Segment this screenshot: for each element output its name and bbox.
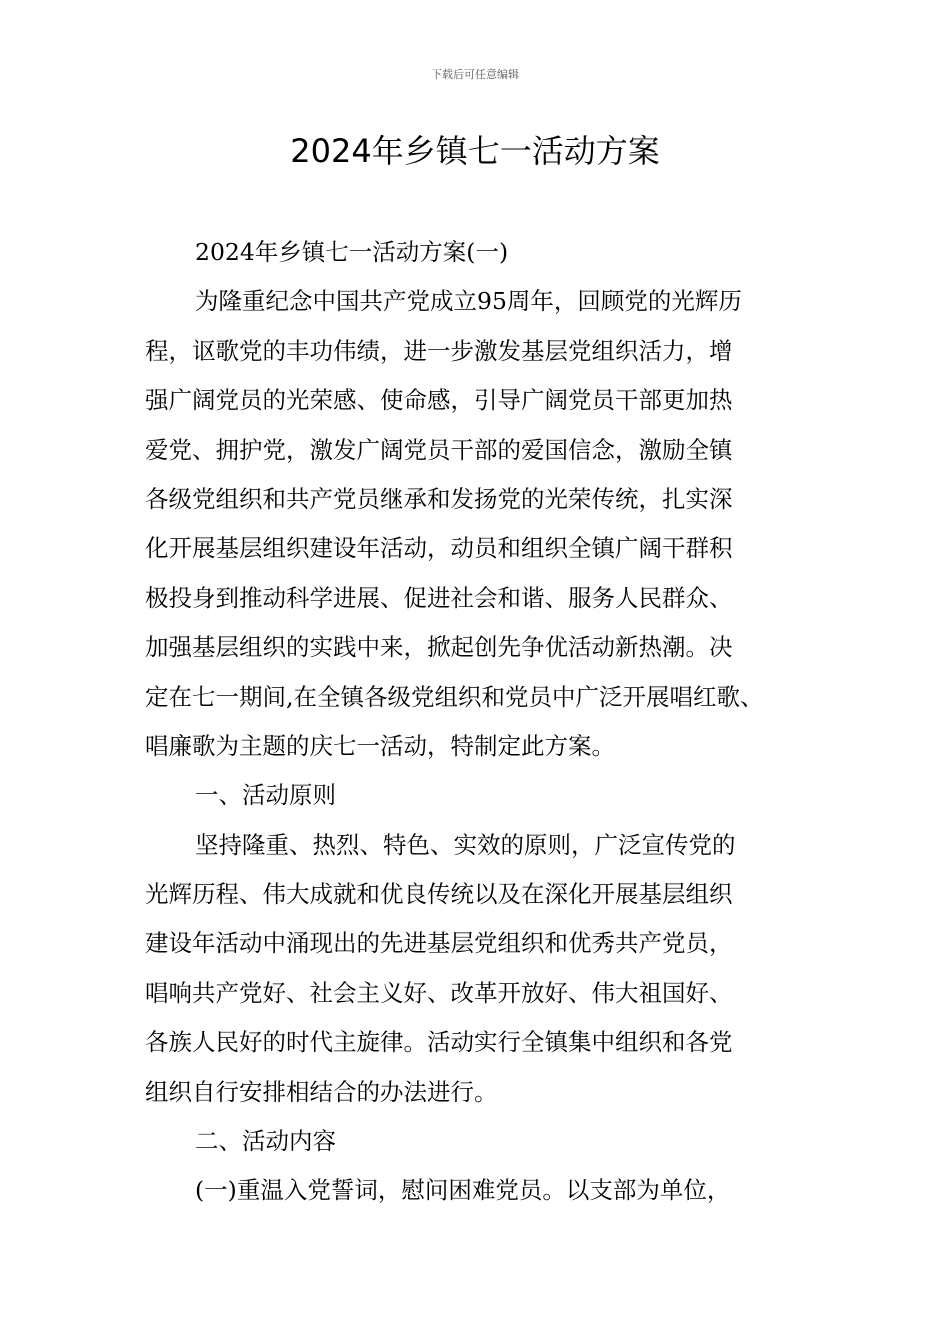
body-text-line: 二、活动内容 [195,1127,336,1156]
body-text-line: 建设年活动中涌现出的先进基层党组织和优秀共产党员， [145,929,733,958]
body-text-line: 爱党、拥护党，激发广阔党员干部的爱国信念，激励全镇 [145,435,733,464]
body-text-line: 化开展基层组织建设年活动，动员和组织全镇广阔干群积 [145,534,733,563]
body-text-line: 强广阔党员的光荣感、使命感，引导广阔党员干部更加热 [145,386,733,415]
body-text-line: 坚持隆重、热烈、特色、实效的原则，广泛宣传党的 [195,830,736,859]
body-text-line: 一、活动原则 [195,781,336,810]
body-text-line: 光辉历程、伟大成就和优良传统以及在深化开展基层组织 [145,880,733,909]
body-text-line: 唱廉歌为主题的庆七一活动，特制定此方案。 [145,731,615,760]
body-text-line: 程，讴歌党的丰功伟绩，进一步激发基层党组织活力，增 [145,336,733,365]
body-text-line: 唱响共产党好、社会主义好、改革开放好、伟大祖国好、 [145,978,733,1007]
body-text-line: 加强基层组织的实践中来，掀起创先争优活动新热潮。决 [145,633,733,662]
body-text-line: 各级党组织和共产党员继承和发扬党的光荣传统，扎实深 [145,484,733,513]
body-text-line: 组织自行安排相结合的办法进行。 [145,1077,498,1106]
body-text-line: 定在七一期间,在全镇各级党组织和党员中广泛开展唱红歌、 [145,682,764,711]
document-title: 2024年乡镇七一活动方案 [290,132,660,170]
document-body [145,228,815,1216]
body-text-line: 极投身到推动科学进展、促进社会和谐、服务人民群众、 [145,583,733,612]
body-text-line: (一)重温入党誓词，慰问困难党员。以支部为单位， [195,1176,731,1205]
page-header-note: 下载后可任意编辑 [431,68,519,81]
body-text-line: 2024年乡镇七一活动方案(一) [195,238,509,266]
body-text-line: 为隆重纪念中国共产党成立95周年，回顾党的光辉历 [195,287,742,316]
body-text-line: 各族人民好的时代主旋律。活动实行全镇集中组织和各党 [145,1028,733,1057]
